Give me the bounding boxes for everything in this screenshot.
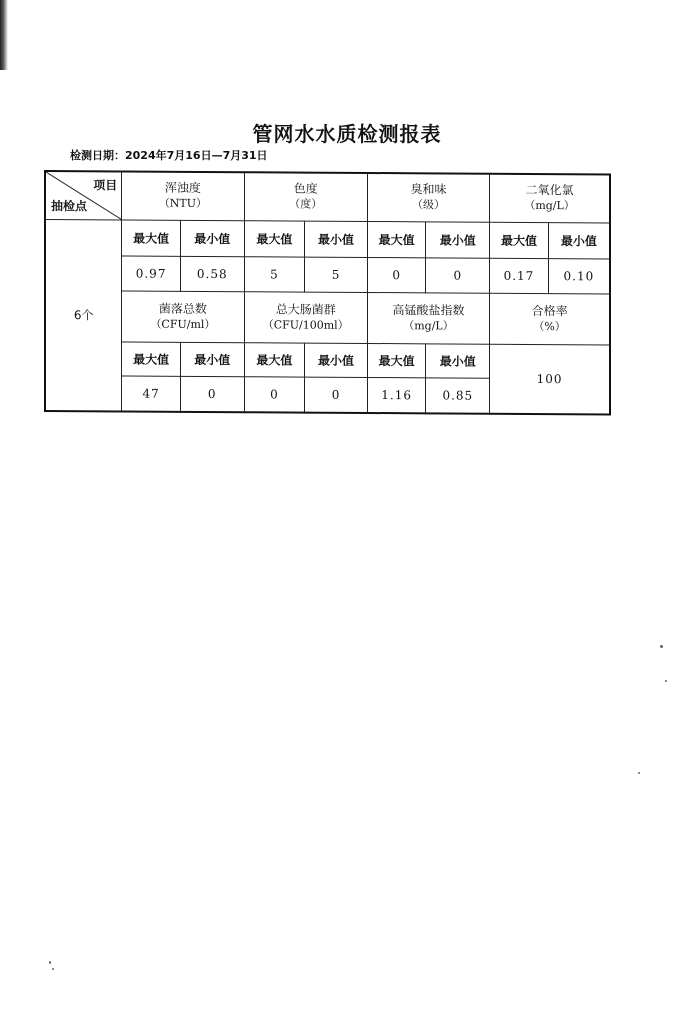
min-label: 最小值 bbox=[305, 343, 368, 378]
value-cell: 5 bbox=[305, 257, 368, 293]
value-cell: 0.85 bbox=[426, 378, 490, 414]
value-cell: 5 bbox=[244, 257, 305, 293]
min-label: 最小值 bbox=[548, 222, 610, 259]
param-unit: （%） bbox=[533, 320, 566, 334]
scan-edge-shadow bbox=[0, 0, 8, 70]
value-cell: 47 bbox=[122, 376, 181, 412]
param-name: 菌落总数 bbox=[158, 301, 207, 317]
scan-speck bbox=[638, 772, 640, 774]
param-unit: （度） bbox=[289, 197, 323, 212]
max-label: 最大值 bbox=[122, 220, 181, 257]
report-table-container bbox=[44, 170, 611, 415]
param-unit: （mg/L） bbox=[403, 319, 454, 333]
value-cell: 0.97 bbox=[122, 256, 181, 292]
table-row bbox=[45, 341, 610, 379]
value-cell: 0 bbox=[367, 258, 426, 294]
max-label: 最大值 bbox=[244, 221, 305, 258]
test-date-label: 检测日期： bbox=[70, 149, 125, 162]
value-cell: 0.58 bbox=[180, 257, 244, 293]
param-header-color bbox=[244, 172, 367, 221]
param-unit: （级） bbox=[412, 198, 445, 212]
min-label: 最小值 bbox=[426, 344, 490, 379]
param-header-coliforms bbox=[244, 292, 367, 343]
max-label: 最大值 bbox=[367, 221, 426, 258]
scan-speck bbox=[49, 961, 51, 964]
value-cell: 0 bbox=[244, 377, 305, 413]
value-cell: 0.17 bbox=[490, 258, 549, 294]
test-date-line bbox=[70, 147, 268, 163]
max-label: 最大值 bbox=[244, 343, 305, 378]
max-label: 最大值 bbox=[490, 222, 549, 259]
param-name: 浑浊度 bbox=[164, 181, 201, 196]
test-date-range: 2024年7月16日—7月31日 bbox=[125, 149, 268, 162]
max-label: 最大值 bbox=[367, 343, 426, 378]
param-name: 臭和味 bbox=[410, 182, 447, 197]
param-name: 合格率 bbox=[531, 304, 568, 319]
min-label: 最小值 bbox=[180, 220, 244, 257]
corner-item-label: 项目 bbox=[93, 178, 118, 193]
table-row bbox=[45, 171, 610, 223]
min-label: 最小值 bbox=[305, 221, 368, 258]
page-title: 管网水水质检测报表 bbox=[252, 122, 442, 146]
param-name: 高锰酸盐指数 bbox=[392, 303, 465, 318]
value-cell: 0 bbox=[305, 377, 368, 413]
max-label: 最大值 bbox=[122, 342, 181, 377]
param-header-pass-rate bbox=[490, 294, 610, 345]
param-header-permanganate-index bbox=[367, 293, 489, 344]
table-row bbox=[45, 291, 610, 345]
min-label: 最小值 bbox=[180, 342, 244, 377]
corner-header-cell bbox=[45, 171, 122, 220]
scan-speck bbox=[52, 968, 54, 970]
table-row bbox=[45, 256, 610, 295]
param-name: 总大肠菌群 bbox=[275, 302, 336, 317]
water-quality-table bbox=[44, 170, 611, 415]
table-row bbox=[45, 219, 610, 259]
param-header-chlorine-dioxide bbox=[490, 174, 610, 223]
value-cell: 0 bbox=[180, 376, 244, 412]
sample-count-cell: 6个 bbox=[45, 219, 122, 411]
param-name: 色度 bbox=[293, 181, 318, 197]
value-cell: 0.10 bbox=[548, 259, 610, 295]
param-name: 二氧化氯 bbox=[525, 183, 574, 198]
scan-speck bbox=[665, 680, 667, 682]
param-unit: （CFU/ml） bbox=[150, 317, 216, 332]
param-unit: （mg/L） bbox=[524, 199, 575, 213]
param-header-odor bbox=[367, 173, 489, 222]
param-header-turbidity bbox=[122, 171, 244, 220]
min-label: 最小值 bbox=[426, 222, 490, 259]
param-unit: （NTU） bbox=[158, 197, 208, 211]
param-header-colony-count bbox=[122, 291, 244, 342]
scan-speck bbox=[660, 645, 663, 648]
corner-sample-label: 抽检点 bbox=[51, 198, 88, 214]
param-unit: （CFU/100ml） bbox=[262, 318, 349, 333]
value-cell: 0 bbox=[426, 258, 490, 294]
value-cell: 1.16 bbox=[367, 378, 426, 414]
pass-rate-value: 100 bbox=[490, 344, 610, 414]
